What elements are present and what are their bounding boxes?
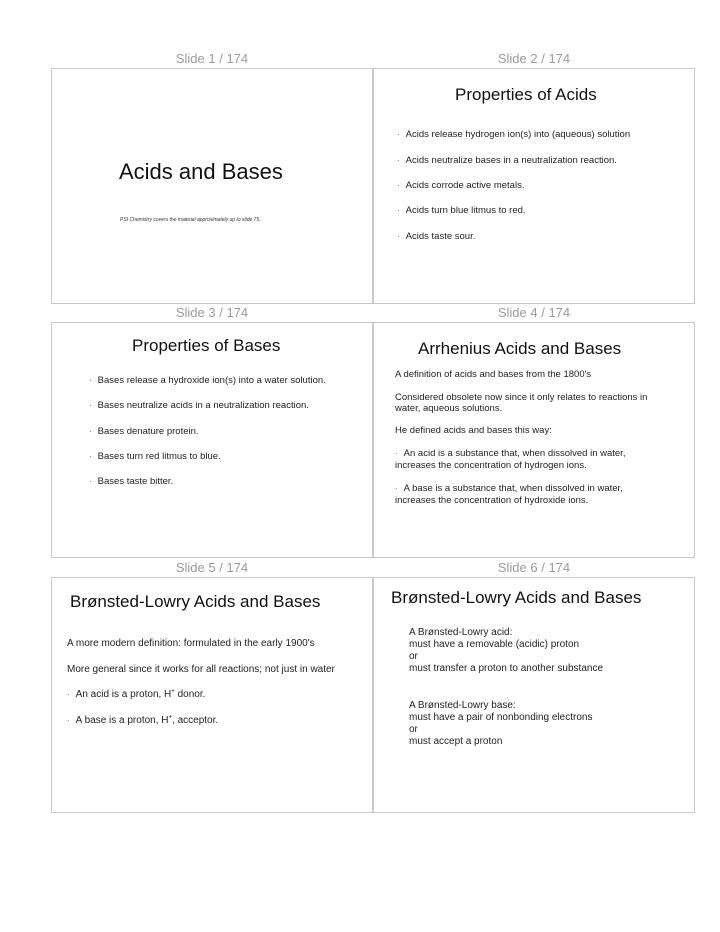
slide-6-label: Slide 6 / 174 (497, 560, 571, 575)
slide-6[interactable] (373, 577, 695, 813)
slide-4-label: Slide 4 / 174 (497, 305, 571, 320)
slide-3-bullet: · Bases taste bitter. (89, 476, 174, 487)
slide-4-text: · An acid is a substance that, when dissolved in water, (395, 448, 626, 459)
slide-3[interactable] (51, 322, 373, 558)
slide-3-bullet: · Bases denature protein. (89, 426, 199, 437)
slide-2-bullet: · Acids release hydrogen ion(s) into (aqueous) solution (397, 129, 631, 140)
slide-4-text: water, aqueous solutions. (395, 403, 503, 414)
slide-4-text: increases the concentration of hydroxide ions. (395, 495, 589, 506)
slide-3-bullet: · Bases neutralize acids in a neutralization reaction. (89, 400, 309, 411)
slide-3-label: Slide 3 / 174 (175, 305, 249, 320)
slide-6-acid-block: A Brønsted-Lowry acid: must have a removable (acidic) proton or must transfer a proton to another substance (409, 627, 603, 674)
slide-4-text: A definition of acids and bases from the 1800's (395, 369, 592, 380)
slide-3-bullet: · Bases release a hydroxide ion(s) into a water solution. (89, 375, 326, 386)
slide-4-text: increases the concentration of hydrogen ions. (395, 460, 587, 471)
slide-4[interactable] (373, 322, 695, 558)
slide-2-bullet: · Acids neutralize bases in a neutralization reaction. (397, 155, 617, 166)
slide-6-title: Brønsted-Lowry Acids and Bases (391, 588, 642, 607)
slide-3-title: Properties of Bases (132, 336, 281, 355)
slide-2-bullet: · Acids taste sour. (397, 231, 476, 242)
slide-1-note: PSI Chemistry covers the material approximately up to slide 75. (120, 217, 261, 223)
slide-5-text: More general since it works for all reactions; not just in water (67, 664, 335, 675)
slide-4-text: · A base is a substance that, when dissolved in water, (395, 483, 623, 494)
slide-5-bullet: · A base is a proton, H+, acceptor. (67, 714, 219, 726)
slide-4-text: He defined acids and bases this way: (395, 425, 552, 436)
slide-2-bullet: · Acids turn blue litmus to red. (397, 205, 526, 216)
slide-1-title: Acids and Bases (119, 159, 283, 184)
slide-2[interactable] (373, 68, 695, 304)
slide-5-label: Slide 5 / 174 (175, 560, 249, 575)
slide-5-text: A more modern definition: formulated in the early 1900's (67, 638, 315, 649)
slide-2-title: Properties of Acids (455, 85, 597, 104)
slide-5-title: Brønsted-Lowry Acids and Bases (70, 592, 321, 611)
slide-1-label: Slide 1 / 174 (175, 51, 249, 66)
slide-4-text: Considered obsolete now since it only relates to reactions in (395, 392, 648, 403)
slide-2-bullet: · Acids corrode active metals. (397, 180, 525, 191)
slide-5[interactable] (51, 577, 373, 813)
slide-2-label: Slide 2 / 174 (497, 51, 571, 66)
slide-1[interactable] (51, 68, 373, 304)
slide-4-title: Arrhenius Acids and Bases (418, 339, 622, 358)
slide-6-base-block: A Brønsted-Lowry base: must have a pair of nonbonding electrons or must accept a proton (409, 700, 593, 747)
slide-3-bullet: · Bases turn red litmus to blue. (89, 451, 221, 462)
slide-5-bullet: · An acid is a proton, H+ donor. (67, 688, 206, 700)
